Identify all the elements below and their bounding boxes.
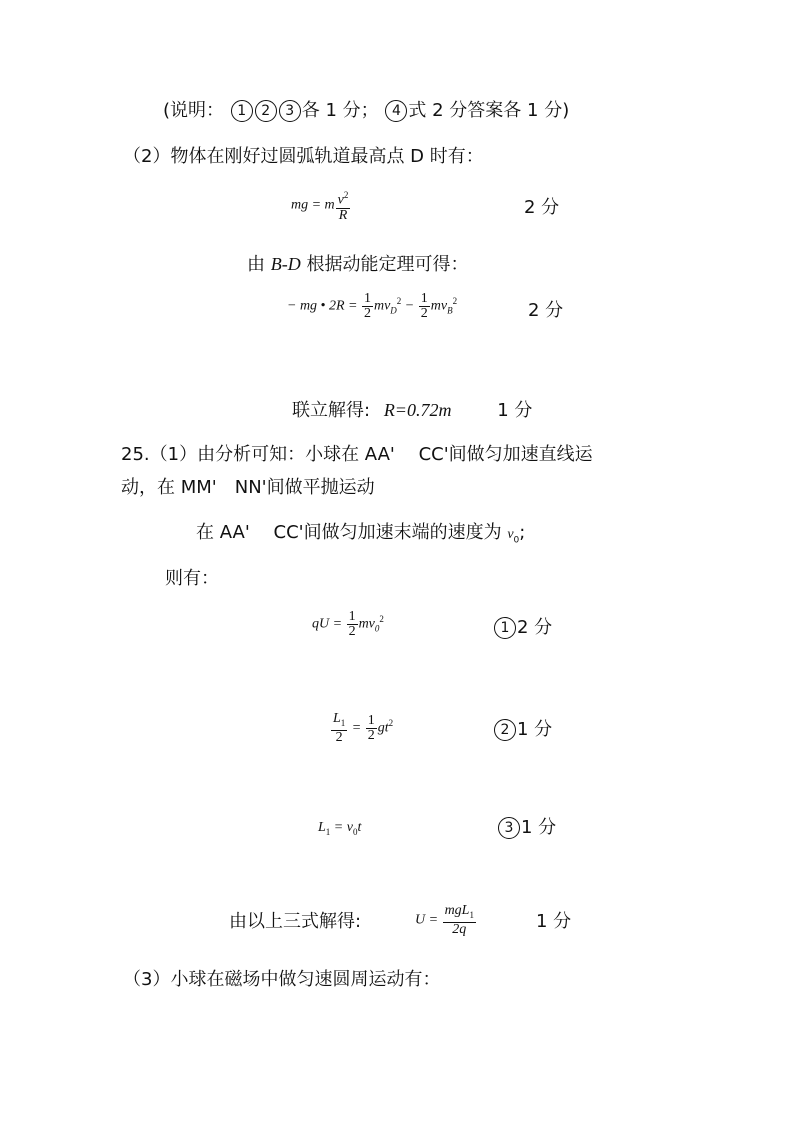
eq5-score-text: 1 分 [521, 817, 557, 838]
eq3-score-text: 2 分 [517, 617, 553, 638]
speed-text: 在 AA' CC'间做匀加速末端的速度为 [196, 522, 508, 543]
eq2-minus: − [401, 298, 418, 314]
eq2-frac1: $\frac{1}{2}$ [363, 291, 371, 321]
eq1-fraction [336, 188, 351, 223]
eq2-frac2: $\frac{1}{2}$ [420, 291, 428, 321]
circled-number-4: 4 [385, 100, 407, 122]
eq4-term: gt [377, 720, 389, 736]
scoring-note [163, 99, 569, 123]
eq4-score [493, 718, 552, 742]
eq1-num: v [337, 192, 344, 208]
circled-number-1: 1 [231, 100, 253, 122]
result-line [292, 398, 532, 423]
eq5-score [497, 816, 556, 840]
part2-intro: （2）物体在刚好过圆弧轨道最高点 D 时有： [123, 146, 484, 167]
then-label: 则有： [165, 568, 219, 589]
equation-circular-top [291, 188, 351, 223]
bd-pre: 由 [247, 254, 271, 275]
eq4-score-text: 1 分 [517, 719, 553, 740]
eq3-term: mv [358, 616, 375, 632]
speed-end: ; [519, 522, 526, 543]
eq3-lhs: qU = [312, 616, 346, 632]
note-mid: 各 1 分； [301, 100, 379, 121]
circled-number-2: 2 [494, 719, 516, 741]
eq2-score: 2 分 [528, 300, 564, 321]
result-score: 1 分 [497, 400, 533, 421]
result-value: R=0.72m [383, 400, 452, 420]
eq1-num-sup: 2 [343, 190, 349, 200]
speed-sub: 0 [513, 535, 520, 546]
speed-line [196, 521, 525, 553]
eq2-lhs: − mg • 2R = [287, 298, 361, 314]
eq2-term1: mv [373, 298, 391, 314]
circled-number-3: 3 [279, 100, 301, 122]
result-label: 联立解得: [292, 400, 371, 421]
eq4-frac1: $\frac{L_1}{2}$ [333, 711, 346, 745]
equation-half-length: $\frac{L_1}{2}$ = $\frac{1}{2}$ $gt^2$ [333, 711, 394, 745]
solve-score: 1 分 [536, 911, 572, 932]
speed-sym: v [507, 527, 514, 542]
eq1-den: R [338, 207, 348, 223]
circled-number-1: 1 [494, 617, 516, 639]
eq1-lhs: mg = m [291, 197, 335, 213]
note-suffix: 式 2 分答案各 1 分) [408, 100, 570, 121]
q25-line2: 动，在 MM' NN'间做平抛运动 [121, 477, 375, 498]
q25-line1: 25.（1）由分析可知：小球在 AA' CC'间做匀加速直线运 [121, 444, 593, 465]
equation-energy-theorem: − mg • 2R = $\frac{1}{2}$ $mv_D^2$ − $\frac{1}{2}$ $mv_B^2$ [287, 291, 458, 321]
bd-path: B-D [270, 254, 301, 274]
eq3-score [493, 616, 552, 640]
eq4-eq: = [348, 720, 365, 736]
equation-work-energy: qU = $\frac{1}{2}$ $mv_0^2$ [312, 609, 384, 639]
eq4-frac2: $\frac{1}{2}$ [367, 712, 375, 743]
eq1-score: 2 分 [524, 197, 560, 218]
solve-frac: $\frac{mgL_1}{2q}$ [444, 903, 474, 937]
circled-number-2: 2 [255, 100, 277, 122]
solve-line [229, 910, 361, 934]
bd-post: 根据动能定理可得： [300, 254, 469, 275]
bd-energy-line [247, 252, 468, 277]
equation-voltage-result [415, 904, 477, 937]
part3-intro: （3）小球在磁场中做匀速圆周运动有： [123, 969, 441, 990]
eq2-term2: mv [430, 298, 448, 314]
eq3-frac: $\frac{1}{2}$ [348, 609, 356, 639]
circled-number-3: 3 [498, 817, 520, 839]
solve-lhs: U = [415, 912, 442, 928]
note-prefix: (说明： [163, 100, 225, 121]
equation-length-velocity: $L_1 = v_0t$ [318, 820, 362, 837]
solve-text: 由以上三式解得: [229, 911, 362, 932]
